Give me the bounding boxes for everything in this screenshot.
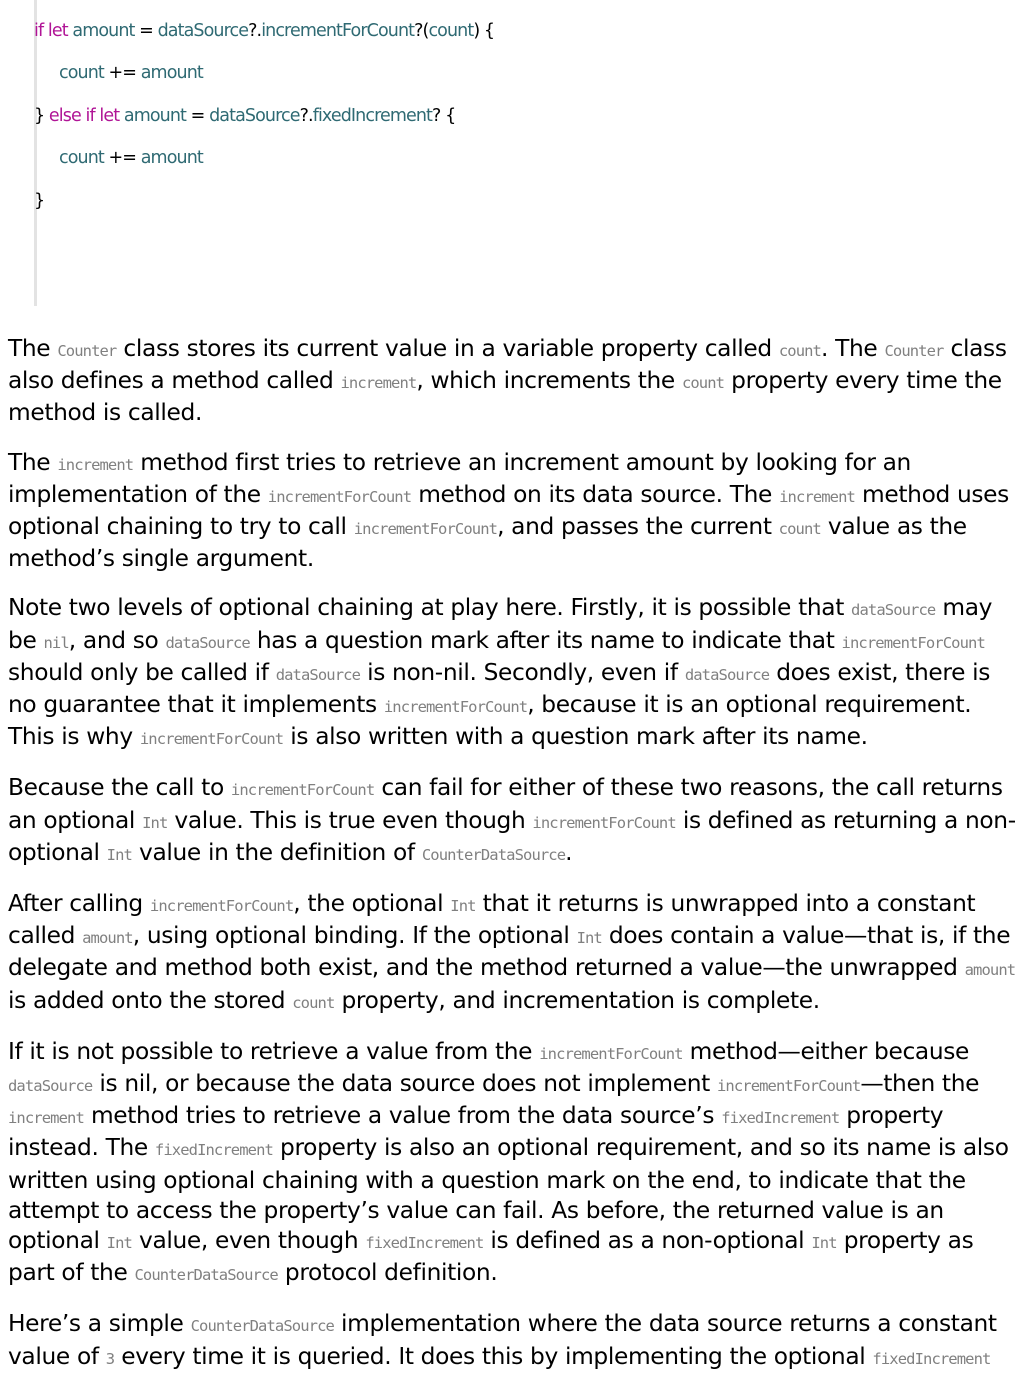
inline-code: Int bbox=[106, 845, 132, 864]
inline-code: CounterDataSource bbox=[134, 1266, 278, 1285]
text-run: —then the bbox=[860, 1070, 980, 1098]
code-line-1: if let amount = dataSource?.incrementForCount?(count) { bbox=[34, 21, 495, 41]
text-run: has a question mark after its name to indicate that bbox=[249, 626, 842, 654]
inline-code: incrementForCount bbox=[716, 1077, 861, 1096]
inline-code: Counter bbox=[57, 342, 117, 360]
text-run: can fail for either of these two reasons, the call returns an optional bbox=[8, 774, 1003, 834]
inline-code: count bbox=[292, 993, 335, 1012]
text-run: method uses optional chaining to try to call bbox=[8, 480, 1009, 541]
text-run: is added onto the stored bbox=[8, 986, 293, 1014]
text-run: is also written with a question mark after its name. bbox=[283, 723, 868, 751]
text-run: property, and incrementation is complete. bbox=[334, 986, 820, 1014]
text-run: method—either because bbox=[682, 1037, 970, 1065]
inline-code: fixedIncrement bbox=[365, 1234, 484, 1253]
inline-code: amount bbox=[82, 929, 133, 948]
code-line-2: count += amount bbox=[59, 63, 203, 83]
text-run: implementation where the data source returns a constant value of bbox=[8, 1310, 997, 1370]
inline-code: incrementForCount bbox=[149, 897, 294, 916]
text-run: protocol definition. bbox=[277, 1259, 498, 1287]
text-run: The bbox=[8, 448, 58, 476]
inline-code: count bbox=[681, 374, 725, 393]
text-run: . bbox=[565, 838, 573, 866]
text-run: property as part of the bbox=[8, 1227, 974, 1287]
inline-code: increment bbox=[57, 455, 134, 474]
inline-code: incrementForCount bbox=[353, 520, 498, 539]
inline-code: Int bbox=[811, 1234, 837, 1253]
inline-code: dataSource bbox=[275, 665, 361, 684]
inline-code: incrementForCount bbox=[532, 813, 676, 832]
text-run: is defined as returning a non-optional bbox=[8, 806, 1016, 866]
inline-code: count bbox=[778, 520, 821, 539]
text-run: value, even though bbox=[131, 1227, 366, 1255]
text-run: Note two levels of optional chaining at play here. Firstly, it is possible that bbox=[8, 594, 852, 622]
text-run: should only be called if bbox=[8, 658, 276, 686]
paragraph-simple-datasource bbox=[8, 1309, 1020, 1373]
inline-code: increment bbox=[340, 374, 417, 393]
text-run: value. This is true even though bbox=[167, 806, 533, 834]
paragraph-optional-chaining bbox=[8, 593, 1020, 754]
text-run: property every time the method is called. bbox=[8, 367, 1002, 427]
inline-code: Int bbox=[450, 897, 476, 916]
text-run: After calling bbox=[8, 890, 150, 918]
text-run: may be bbox=[8, 594, 993, 654]
inline-code: fixedIncrement bbox=[721, 1109, 840, 1128]
text-run: value as the method’s single argument. bbox=[8, 513, 967, 573]
text-run: method first tries to retrieve an increment amount by looking for an implementation of the bbox=[8, 448, 911, 508]
article-body bbox=[8, 334, 1020, 1393]
code-line-3: } else if let amount = dataSource?.fixedIncrement? { bbox=[34, 106, 456, 126]
inline-code: nil bbox=[43, 633, 69, 652]
text-run: property instead. The bbox=[8, 1102, 944, 1162]
text-run: is defined as a non-optional bbox=[483, 1227, 812, 1255]
text-run: , and passes the current bbox=[497, 513, 779, 541]
text-run: class stores its current value in a variable property called bbox=[116, 335, 779, 362]
text-run: class also defines a method called bbox=[8, 335, 1007, 395]
inline-code: incrementForCount bbox=[230, 781, 375, 800]
inline-code: incrementForCount bbox=[841, 633, 985, 652]
text-run: does contain a value—that is, if the delegate and method both exist, and the method returned a value—the unwrapped bbox=[8, 922, 1011, 982]
inline-code: Int bbox=[106, 1234, 132, 1253]
text-run: is nil, or because the data source does not implement bbox=[92, 1070, 717, 1098]
text-run: method tries to retrieve a value from the data source’s bbox=[83, 1102, 722, 1130]
text-run: . The bbox=[821, 335, 885, 362]
text-run: , and so bbox=[68, 626, 166, 654]
inline-code: amount bbox=[964, 961, 1016, 980]
paragraph-optional-return bbox=[8, 773, 1020, 870]
text-run: is non-nil. Secondly, even if bbox=[360, 658, 685, 686]
paragraph-fixed-increment bbox=[8, 1037, 1020, 1291]
text-run: If it is not possible to retrieve a value from the bbox=[8, 1037, 540, 1065]
inline-code: fixedIncrement bbox=[154, 1141, 273, 1160]
inline-code: dataSource bbox=[684, 665, 770, 684]
inline-code: incrementForCount bbox=[267, 487, 412, 506]
text-run: , because it is an optional requirement. This is why bbox=[8, 691, 972, 751]
text-run: Because the call to bbox=[8, 774, 231, 802]
paragraph-optional-binding bbox=[8, 889, 1020, 1018]
code-line-5: } bbox=[34, 191, 45, 211]
paragraph-increment-method bbox=[8, 448, 1020, 575]
inline-code: dataSource bbox=[8, 1077, 93, 1096]
inline-code: 3 bbox=[105, 1349, 115, 1368]
text-run: does exist, there is no guarantee that it implements bbox=[8, 658, 991, 719]
text-run: value in the definition of bbox=[131, 838, 422, 866]
inline-code: CounterDataSource bbox=[421, 845, 566, 864]
text-run: every time it is queried. It does this by implementing the optional bbox=[114, 1342, 873, 1370]
inline-code: Counter bbox=[884, 342, 944, 360]
inline-code: Int bbox=[142, 813, 168, 832]
text-run: that it returns is unwrapped into a constant called bbox=[8, 890, 976, 950]
paragraph-counter-class bbox=[8, 334, 1020, 429]
inline-code: fixedIncrement bbox=[872, 1349, 991, 1368]
text-run: , using optional binding. If the optional bbox=[132, 922, 577, 950]
inline-code: incrementForCount bbox=[139, 730, 284, 749]
inline-code: dataSource bbox=[165, 633, 250, 652]
text-run: The bbox=[8, 335, 58, 362]
text-run: Here’s a simple bbox=[8, 1310, 191, 1338]
text-run: , the optional bbox=[293, 890, 451, 918]
text-run: method on its data source. The bbox=[411, 480, 780, 508]
inline-code: dataSource bbox=[851, 601, 936, 620]
inline-code: incrementForCount bbox=[383, 698, 528, 717]
code-line-4: count += amount bbox=[59, 148, 203, 168]
inline-code: increment bbox=[8, 1109, 84, 1128]
inline-code: Int bbox=[576, 929, 602, 948]
inline-code: increment bbox=[779, 487, 855, 506]
inline-code: count bbox=[778, 342, 821, 360]
text-run: property is also an optional requirement, and so its name is also written using optional chaining with a question mark on the end, to indicate that the attempt to access the property’s value can fail. As before, the returned value is an optional bbox=[8, 1134, 1009, 1255]
text-run: , which increments the bbox=[416, 367, 682, 395]
inline-code: CounterDataSource bbox=[190, 1317, 334, 1336]
inline-code: incrementForCount bbox=[539, 1044, 683, 1063]
